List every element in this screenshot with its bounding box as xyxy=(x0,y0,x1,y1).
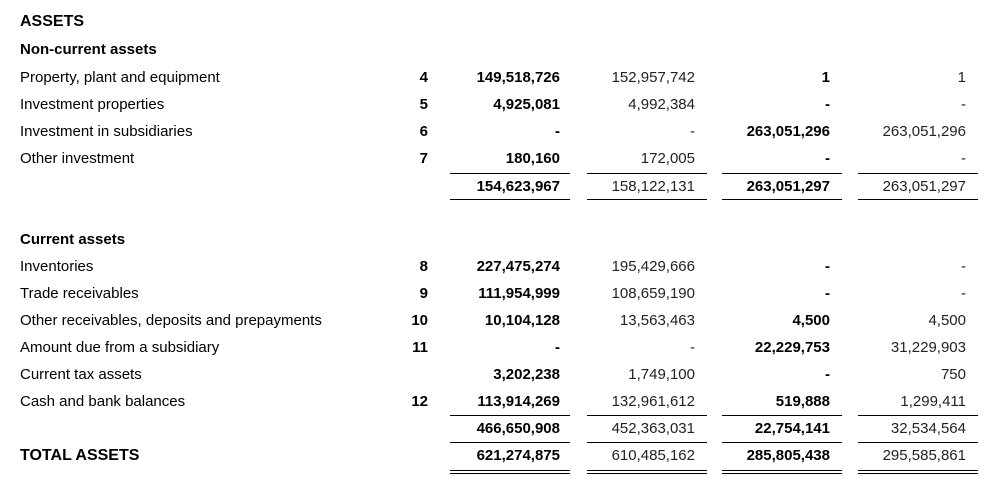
note-ref: 9 xyxy=(419,285,428,302)
group-prior-value: - xyxy=(690,123,695,140)
row-label: Inventories xyxy=(20,258,94,275)
row-label: Investment properties xyxy=(20,96,165,113)
company-current-value: 519,888 xyxy=(775,393,830,410)
rule xyxy=(450,173,570,174)
company-current-value: - xyxy=(825,366,830,383)
row-label: Current tax assets xyxy=(20,366,142,383)
rule xyxy=(722,415,842,416)
company-prior-value: - xyxy=(961,150,966,167)
group-prior-total: 610,485,162 xyxy=(611,447,695,464)
note-ref: 4 xyxy=(419,69,428,86)
group-prior-subtotal: 452,363,031 xyxy=(611,420,695,437)
note-ref: 5 xyxy=(419,96,428,113)
company-current-value: - xyxy=(825,96,830,113)
row-label: Property, plant and equipment xyxy=(20,69,220,86)
company-current-subtotal: 22,754,141 xyxy=(754,420,830,437)
group-prior-value: - xyxy=(690,339,695,356)
group-prior-value: 195,429,666 xyxy=(611,258,695,275)
double-rule xyxy=(722,470,842,474)
company-prior-value: - xyxy=(961,285,966,302)
group-current-value: 3,202,238 xyxy=(493,366,560,383)
rule xyxy=(858,442,978,443)
group-prior-value: 4,992,384 xyxy=(628,96,695,113)
note-ref: 6 xyxy=(419,123,428,140)
company-current-value: - xyxy=(825,258,830,275)
row-label: Other investment xyxy=(20,150,135,167)
total-assets-label: TOTAL ASSETS xyxy=(20,447,140,464)
group-prior-value: 172,005 xyxy=(640,150,695,167)
company-current-value: 1 xyxy=(821,69,830,86)
assets-heading: ASSETS xyxy=(20,13,85,30)
note-ref: 10 xyxy=(411,312,428,329)
rule xyxy=(858,199,978,200)
group-current-subtotal: 154,623,967 xyxy=(476,178,560,195)
group-current-value: 113,914,269 xyxy=(477,393,560,410)
group-prior-value: 108,659,190 xyxy=(611,285,695,302)
company-prior-subtotal: 32,534,564 xyxy=(890,420,966,437)
rule xyxy=(587,173,707,174)
group-prior-value: 152,957,742 xyxy=(611,69,695,86)
rule xyxy=(450,199,570,200)
company-prior-value: - xyxy=(961,258,966,275)
rule xyxy=(450,415,570,416)
group-current-value: - xyxy=(555,123,560,140)
company-current-value: - xyxy=(825,150,830,167)
rule xyxy=(587,442,707,443)
group-prior-subtotal: 158,122,131 xyxy=(611,178,695,195)
rule xyxy=(587,199,707,200)
company-prior-subtotal: 263,051,297 xyxy=(882,178,966,195)
group-current-value: 10,104,128 xyxy=(484,312,560,329)
note-ref: 12 xyxy=(411,393,428,410)
company-current-value: - xyxy=(825,285,830,302)
rule xyxy=(722,199,842,200)
non-current-assets-heading: Non-current assets xyxy=(20,41,157,58)
company-prior-value: 1,299,411 xyxy=(900,393,966,410)
group-current-value: 149,518,726 xyxy=(476,69,560,86)
company-prior-value: 4,500 xyxy=(928,312,966,329)
group-current-value: 4,925,081 xyxy=(493,96,560,113)
row-label: Cash and bank balances xyxy=(20,393,186,410)
note-ref: 7 xyxy=(419,150,428,167)
group-current-value: 111,954,999 xyxy=(478,285,560,302)
group-prior-value: 13,563,463 xyxy=(619,312,695,329)
company-prior-total: 295,585,861 xyxy=(882,447,966,464)
company-prior-value: - xyxy=(961,96,966,113)
company-current-value: 22,229,753 xyxy=(754,339,830,356)
group-current-total: 621,274,875 xyxy=(476,447,560,464)
double-rule xyxy=(450,470,570,474)
company-prior-value: 1 xyxy=(957,69,966,86)
note-ref: 11 xyxy=(412,339,428,356)
double-rule xyxy=(587,470,707,474)
company-current-value: 263,051,296 xyxy=(746,123,830,140)
company-current-total: 285,805,438 xyxy=(746,447,830,464)
rule xyxy=(858,173,978,174)
rule xyxy=(858,415,978,416)
company-prior-value: 263,051,296 xyxy=(882,123,966,140)
company-prior-value: 31,229,903 xyxy=(890,339,966,356)
rule xyxy=(450,442,570,443)
group-current-subtotal: 466,650,908 xyxy=(476,420,560,437)
company-current-subtotal: 263,051,297 xyxy=(746,178,830,195)
rule xyxy=(722,442,842,443)
group-current-value: 227,475,274 xyxy=(476,258,560,275)
note-ref: 8 xyxy=(419,258,428,275)
company-prior-value: 750 xyxy=(940,366,966,383)
row-label: Investment in subsidiaries xyxy=(20,123,193,140)
company-current-value: 4,500 xyxy=(792,312,830,329)
row-label: Trade receivables xyxy=(20,285,139,302)
row-label: Amount due from a subsidiary xyxy=(20,339,220,356)
rule xyxy=(722,173,842,174)
double-rule xyxy=(858,470,978,474)
rule xyxy=(587,415,707,416)
current-assets-heading: Current assets xyxy=(20,231,126,248)
group-current-value: - xyxy=(555,339,560,356)
row-label: Other receivables, deposits and prepayments xyxy=(20,312,322,329)
group-prior-value: 132,961,612 xyxy=(611,393,695,410)
group-prior-value: 1,749,100 xyxy=(628,366,695,383)
group-current-value: 180,160 xyxy=(505,150,560,167)
